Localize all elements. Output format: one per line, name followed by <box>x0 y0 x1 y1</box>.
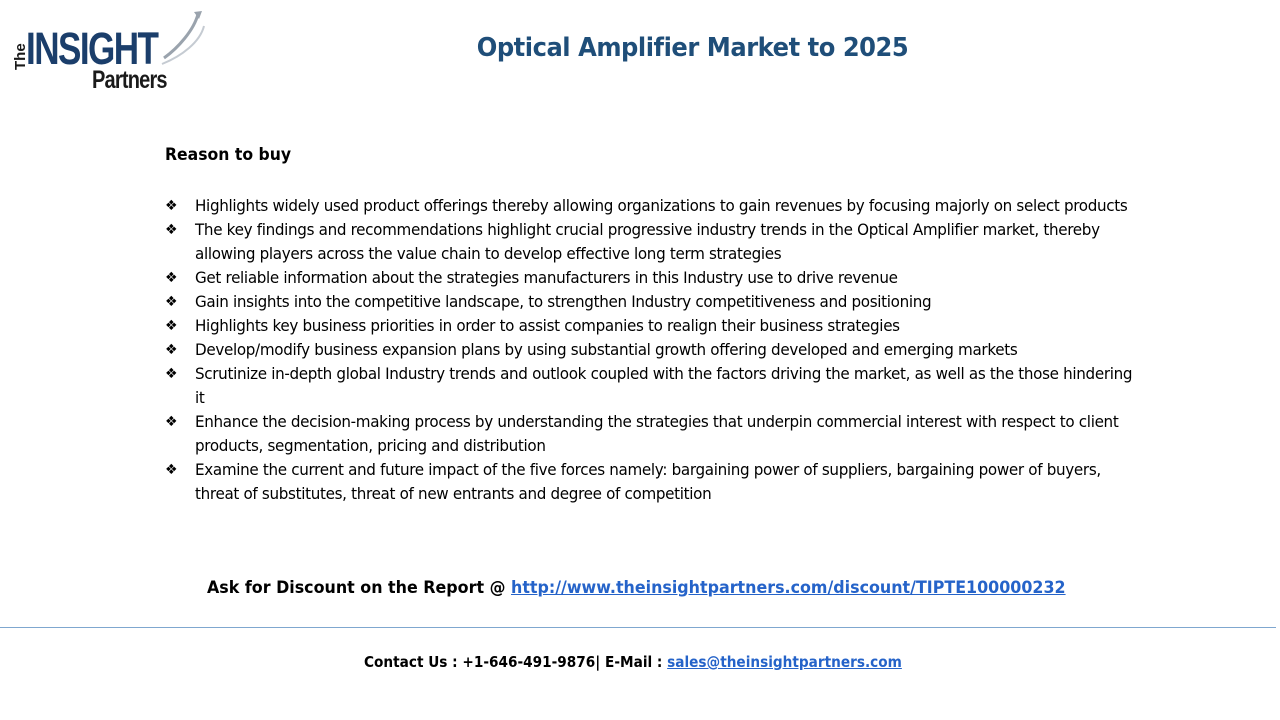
list-item <box>165 290 1115 314</box>
list-item-text: Highlights widely used product offerings thereby allowing organizations to gain revenues by focusing majorly on select products <box>195 196 1128 215</box>
list-item <box>165 314 1115 338</box>
diamond-bullet-icon: ❖ <box>165 414 178 430</box>
diamond-bullet-icon: ❖ <box>165 294 178 310</box>
discount-line <box>207 578 1066 598</box>
diamond-bullet-icon: ❖ <box>165 342 178 358</box>
diamond-bullet-icon: ❖ <box>165 366 178 382</box>
list-item <box>165 338 1115 362</box>
list-item <box>165 362 1133 410</box>
list-item-text: Get reliable information about the strategies manufacturers in this Industry use to drive revenue <box>195 268 898 287</box>
logo-insight-text: INSIGHT <box>26 23 158 74</box>
list-item <box>165 194 1128 218</box>
diamond-bullet-icon: ❖ <box>165 462 178 478</box>
list-item <box>165 218 1115 266</box>
list-item-text: The key findings and recommendations highlight crucial progressive industry trends in the Optical Amplifier market, thereby allowing players across the value chain to develop effective long term strategies <box>195 220 1100 263</box>
email-link[interactable]: sales@theinsightpartners.com <box>667 653 902 671</box>
list-item-text: Scrutinize in-depth global Industry trends and outlook coupled with the factors driving the market, as well as the those hindering it <box>195 364 1133 407</box>
list-item-text: Gain insights into the competitive landscape, to strengthen Industry competitiveness and positioning <box>195 292 932 311</box>
diamond-bullet-icon: ❖ <box>165 222 178 238</box>
list-item <box>165 266 1115 290</box>
discount-label: Ask for Discount on the Report @ <box>207 578 512 598</box>
logo-swoosh-icon <box>158 8 208 68</box>
insight-partners-logo <box>10 8 205 98</box>
discount-link[interactable]: http://www.theinsightpartners.com/discount/TIPTE100000232 <box>511 578 1066 598</box>
diamond-bullet-icon: ❖ <box>165 318 178 334</box>
logo-the-text: The <box>12 43 29 70</box>
list-item-text: Highlights key business priorities in order to assist companies to realign their business strategies <box>195 316 900 335</box>
list-item <box>165 410 1119 458</box>
list-item-text: Enhance the decision-making process by understanding the strategies that underpin commercial interest with respect to client products, segmentation, pricing and distribution <box>195 412 1119 455</box>
logo-partners-text: Partners <box>92 66 167 94</box>
list-item-text: Develop/modify business expansion plans by using substantial growth offering developed and emerging markets <box>195 340 1018 359</box>
diamond-bullet-icon: ❖ <box>165 270 178 286</box>
section-heading: Reason to buy <box>165 145 292 165</box>
contact-label: Contact Us : +1-646-491-9876| E-Mail : <box>364 653 668 671</box>
list-item <box>165 458 1115 506</box>
page-title: Optical Amplifier Market to 2025 <box>476 33 909 63</box>
reason-list <box>165 194 1133 506</box>
footer-divider <box>0 627 1276 628</box>
diamond-bullet-icon: ❖ <box>165 198 178 214</box>
list-item-text: Examine the current and future impact of the five forces namely: bargaining power of suppliers, bargaining power of buyers, threat of substitutes, threat of new entrants and degree of competition <box>195 460 1101 503</box>
contact-line <box>364 653 902 671</box>
